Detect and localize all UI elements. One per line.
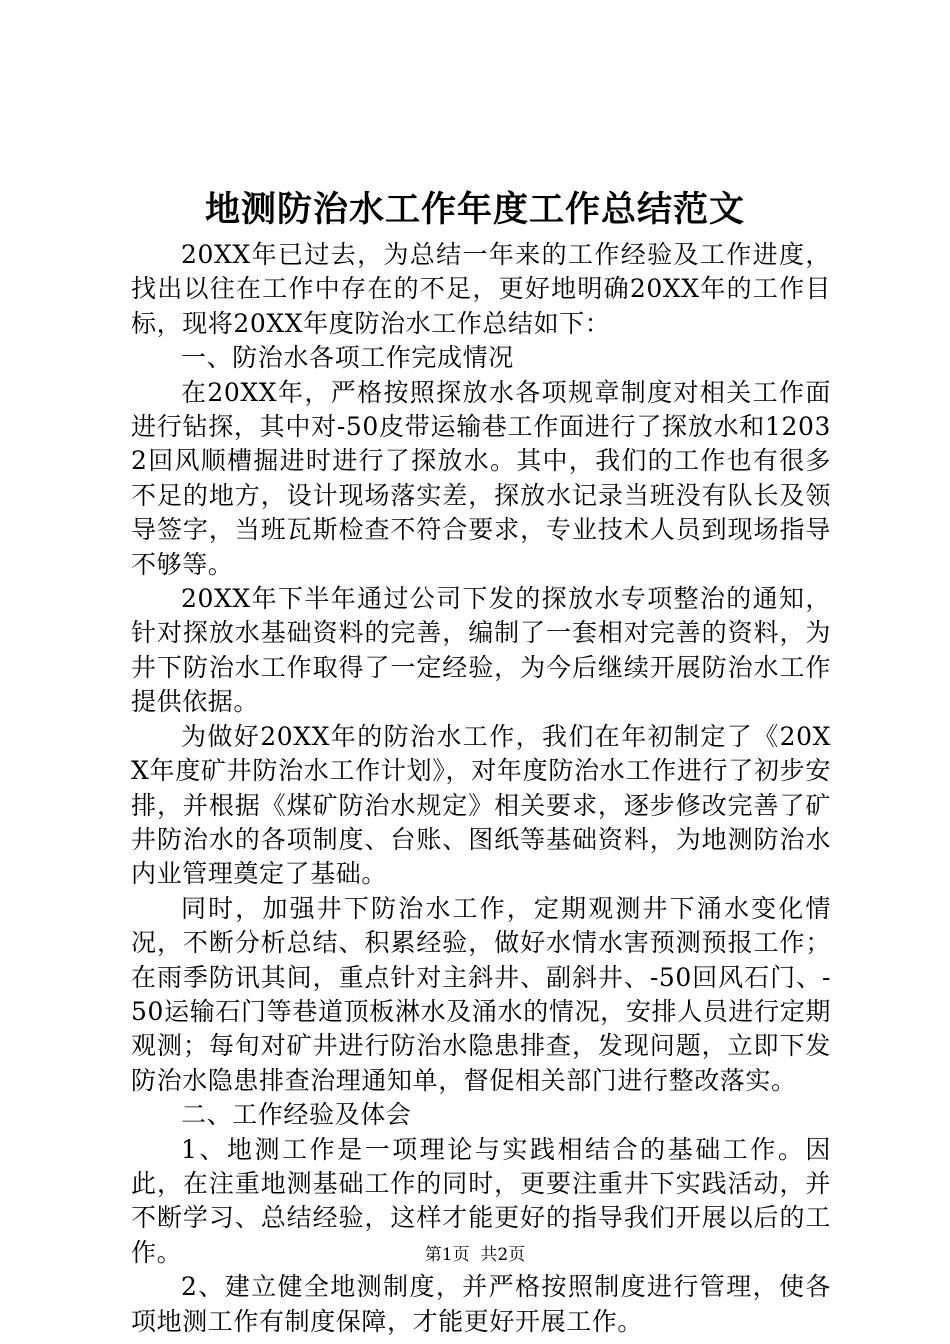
body-paragraph: 2、建立健全地测制度，并严格按照制度进行管理，使各项地测工作有制度保障，才能更好开展工作。 bbox=[131, 1272, 831, 1336]
body-paragraph: 同时，加强井下防治水工作，定期观测井下涌水变化情况，不断分析总结、积累经验，做好水情水害预测预报工作；在雨季防讯其间，重点针对主斜井、副斜井、-50回风石门、-50运输石门等巷道顶板淋水及涌水的情况，安排人员进行定期观测；每旬对矿井进行防治水隐患排查，发现问题，立即下发防治水隐患排查治理通知单，督促相关部门进行整改落实。 bbox=[131, 893, 831, 1095]
section-heading-2: 二、工作经验及体会 bbox=[181, 1100, 412, 1130]
document-body bbox=[131, 238, 831, 1339]
page-total: 共2页 bbox=[480, 1245, 526, 1265]
page-number: 第1页 bbox=[424, 1245, 470, 1265]
body-paragraph: 为做好20XX年的防治水工作，我们在年初制定了《20XX年度矿井防治水工作计划》，对年度防治水工作进行了初步安排，并根据《煤矿防治水规定》相关要求，逐步修改完善了矿井防治水的各项制度、台账、图纸等基础资料，为地测防治水内业管理奠定了基础。 bbox=[131, 721, 831, 889]
section-heading-1: 一、防治水各项工作完成情况 bbox=[181, 343, 514, 373]
body-paragraph: 在20XX年，严格按照探放水各项规章制度对相关工作面进行钻探，其中对-50皮带运输巷工作面进行了探放水和12032回风顺槽掘进时进行了探放水。其中，我们的工作也有很多不足的地方，设计现场落实差，探放水记录当班没有队长及领导签字，当班瓦斯检查不符合要求，专业技术人员到现场指导不够等。 bbox=[131, 377, 831, 579]
page-footer bbox=[0, 1244, 950, 1266]
document-title: 地测防治水工作年度工作总结范文 bbox=[204, 189, 745, 230]
body-paragraph: 20XX年下半年通过公司下发的探放水专项整治的通知，针对探放水基础资料的完善，编制了一套相对完善的资料，为井下防治水工作取得了一定经验，为今后继续开展防治水工作提供依据。 bbox=[131, 584, 831, 717]
body-paragraph: 1、地测工作是一项理论与实践相结合的基础工作。因此，在注重地测基础工作的同时，更要注重井下实践活动，并不断学习、总结经验，这样才能更好的指导我们开展以后的工作。 bbox=[131, 1134, 831, 1267]
footer-separator bbox=[470, 1245, 481, 1265]
intro-paragraph: 20XX年已过去，为总结一年来的工作经验及工作进度，找出以往在工作中存在的不足，更好地明确20XX年的工作目标，现将20XX年度防治水工作总结如下： bbox=[131, 240, 831, 338]
